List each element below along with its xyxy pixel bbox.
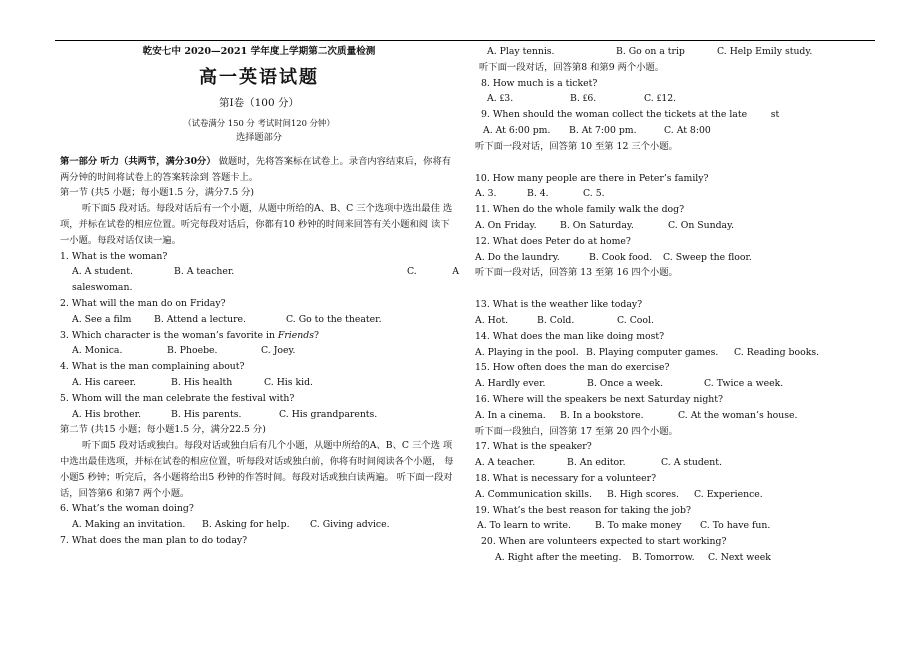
option-b: B. His health (171, 376, 233, 388)
exam-note: （试卷满分 150 分 考试时间120 分钟） (183, 117, 335, 128)
option-b: B. At 7:00 pm. (569, 124, 637, 136)
option-a: A. His brother. (72, 408, 142, 420)
right-column (475, 44, 870, 566)
section2-instructions: 听下面5 段对话或独白。每段对话或独白后有几个小题，从题中所给的A、B、C 三个选 项中选出最佳选项，并标在试卷的相应位置，听每段对话或独白前，你将有时间阅读各个小题， 每小题5 秒钟；听完后，各小题将给出5 秒钟的作答时间。每段对话或独白读两遍。 听下面一段对话，回答第6 和第7 两个小题。 (60, 440, 454, 499)
question-14: 14. What does the man like doing most? (475, 330, 665, 342)
question-9 (475, 107, 870, 123)
option-c: C. Next week (708, 551, 771, 563)
option-c: C. To have fun. (700, 520, 771, 532)
question-19: 19. What’s the best reason for taking the job? (475, 504, 691, 516)
option-b: B. Tomorrow. (632, 551, 695, 563)
question-18: 18. What is necessary for a volunteer? (475, 472, 657, 484)
option-a: A. Hardly ever. (475, 378, 546, 390)
direction-10-12: 听下面一段对话，回答第 10 至第 12 三个小题。 (475, 140, 678, 152)
option-c: C. Cool. (617, 314, 654, 326)
part1-heading-bold: 第一部分 听力（共两节，满分30分） (60, 155, 216, 167)
question-3-text: 3. Which character is the woman’s favorite in (60, 329, 278, 341)
direction-8-9: 听下面一段对话，回答第8 和第9 两个小题。 (479, 61, 665, 73)
option-b: B. Phoebe. (167, 345, 218, 357)
option-b: B. His parents. (171, 408, 242, 420)
option-b: B. On Saturday. (560, 219, 634, 231)
option-a: A. A student. (72, 266, 133, 278)
option-a: A. Do the laundry. (475, 251, 560, 263)
option-c: C. Experience. (694, 488, 763, 500)
question-14-options (475, 345, 870, 361)
question-18-options (475, 487, 870, 503)
option-c: C. 5. (583, 188, 605, 200)
option-c: C. His grandparents. (279, 408, 378, 420)
question-3-end: ? (313, 329, 319, 341)
option-b: B. ₤6. (570, 93, 597, 105)
option-a: A. Hot. (475, 314, 509, 326)
question-17: 17. What is the speaker? (475, 441, 592, 453)
question-8-options (475, 91, 870, 107)
option-c: C. At the woman’s house. (678, 409, 798, 421)
question-10: 10. How many people are there in Peter’s family? (475, 172, 709, 184)
option-c: C. A (407, 266, 459, 278)
school-header: 乾安七中 2020—2021 学年度上学期第二次质量检测 (142, 46, 376, 57)
question-13: 13. What is the weather like today? (475, 299, 643, 311)
part1-heading (60, 154, 458, 186)
option-a: A. Playing in the pool. (475, 346, 579, 358)
top-rule (55, 40, 875, 41)
option-b: B. Cold. (537, 314, 575, 326)
question-11-options (475, 218, 870, 234)
question-16-options (475, 408, 870, 424)
question-16: 16. Where will the speakers be next Saturday night? (475, 393, 724, 405)
left-column (60, 44, 458, 549)
direction-17-20: 听下面一段独白，回答第 17 至第 20 四个小题。 (475, 425, 678, 437)
option-a: A. On Friday. (475, 219, 537, 231)
option-a: A. Right after the meeting. (495, 551, 622, 563)
question-3-options (60, 343, 458, 359)
option-a: A. His career. (72, 376, 137, 388)
question-6: 6. What’s the woman doing? (60, 503, 194, 515)
section-type: 选择题部分 (236, 131, 282, 143)
option-b: B. Go on a trip (616, 46, 685, 57)
question-15: 15. How often does the man do exercise? (475, 362, 670, 374)
part1-heading-text: 做题时，先将答案标在试卷上。录音内容结束后，你将有两分钟的时间将试卷上的答案转涂到 答题卡上。 (60, 155, 452, 183)
option-a: A. Making an invitation. (72, 519, 186, 531)
question-9-text: 9. When should the woman collect the tickets at the late (481, 109, 748, 121)
question-9-tail: st (770, 109, 780, 121)
question-20-options (475, 550, 870, 566)
question-3-title-italic: Friends (277, 329, 314, 341)
question-6-options (60, 517, 458, 533)
section2-title: 第二节 (共15 小题；每小题1.5 分，满分22.5 分) (60, 424, 266, 436)
option-a: A. ₤3. (487, 93, 514, 105)
option-c: C. Sweep the floor. (663, 251, 752, 263)
option-a: A. To learn to write. (477, 520, 571, 532)
page-title: 高一英语试题 (199, 66, 319, 88)
option-c: C. His kid. (264, 376, 314, 388)
option-b: B. In a bookstore. (560, 409, 644, 421)
option-b: B. Attend a lecture. (154, 313, 246, 325)
option-c-continued: saleswoman. (72, 282, 133, 294)
option-a: A. In a cinema. (475, 409, 546, 421)
option-b: B. High scores. (607, 488, 679, 500)
question-10-options (475, 186, 870, 202)
section1-instructions: 听下面5 段对话。每段对话后有一个小题，从题中所给的A、B、C 三个选项中选出最佳 选项，并标在试卷的相应位置。听完每段对话后，你都有10 秒钟的时间来回答有关小题和阅 读下一小题。每段对话仅读一遍。 (60, 203, 453, 246)
option-a: A. See a film (72, 313, 132, 325)
question-4-options (60, 375, 458, 391)
question-2-options (60, 312, 458, 328)
question-7-options (475, 44, 870, 60)
question-5-options (60, 407, 458, 423)
section1-title: 第一节 (共5 小题；每小题1.5 分，满分7.5 分) (60, 187, 255, 199)
option-b: B. Playing computer games. (586, 346, 719, 358)
question-7: 7. What does the man plan to do today? (60, 534, 248, 546)
question-8: 8. How much is a ticket? (481, 77, 598, 89)
option-c: C. A student. (661, 457, 722, 469)
option-b: B. An editor. (567, 457, 626, 469)
option-a: A. At 6:00 pm. (483, 124, 551, 136)
question-17-options (475, 455, 870, 471)
question-19-options (475, 518, 870, 534)
option-c: C. At 8:00 (664, 124, 711, 136)
option-b: B. 4. (527, 188, 549, 200)
option-b: B. Asking for help. (202, 519, 290, 531)
volume-label: 第Ⅰ卷（100 分） (218, 96, 300, 109)
question-1: 1. What is the woman? (60, 250, 168, 262)
question-20: 20. When are volunteers expected to start working? (481, 536, 727, 548)
question-11: 11. When do the whole family walk the dog? (475, 204, 685, 216)
question-12-options (475, 250, 870, 266)
question-9-options (475, 123, 870, 139)
option-b: B. Once a week. (587, 378, 664, 390)
direction-13-16: 听下面一段对话，回答第 13 至第 16 四个小题。 (475, 267, 678, 279)
option-b: B. Cook food. (589, 251, 653, 263)
option-c: C. Help Emily study. (717, 46, 813, 57)
question-2: 2. What will the man do on Friday? (60, 297, 226, 309)
option-a: A. Monica. (72, 345, 123, 357)
option-a: A. Play tennis. (487, 46, 555, 57)
option-a: A. 3. (475, 188, 497, 200)
option-c: C. On Sunday. (668, 219, 735, 231)
option-a: A. Communication skills. (475, 488, 592, 500)
option-b: B. To make money (595, 520, 682, 532)
question-5: 5. Whom will the man celebrate the festival with? (60, 392, 295, 404)
question-12: 12. What does Peter do at home? (475, 235, 631, 247)
question-15-options (475, 376, 870, 392)
option-a: A. A teacher. (475, 457, 536, 469)
option-c: C. Twice a week. (704, 378, 784, 390)
question-13-options (475, 313, 870, 329)
option-c: C. Go to the theater. (286, 313, 382, 325)
question-1-options (60, 264, 458, 280)
option-b: B. A teacher. (174, 266, 235, 278)
question-3 (60, 328, 458, 344)
option-c: C. Joey. (261, 345, 296, 357)
option-c: C. ₤12. (644, 93, 677, 105)
option-c: C. Giving advice. (310, 519, 390, 531)
question-4: 4. What is the man complaining about? (60, 361, 245, 373)
option-c: C. Reading books. (734, 346, 820, 358)
